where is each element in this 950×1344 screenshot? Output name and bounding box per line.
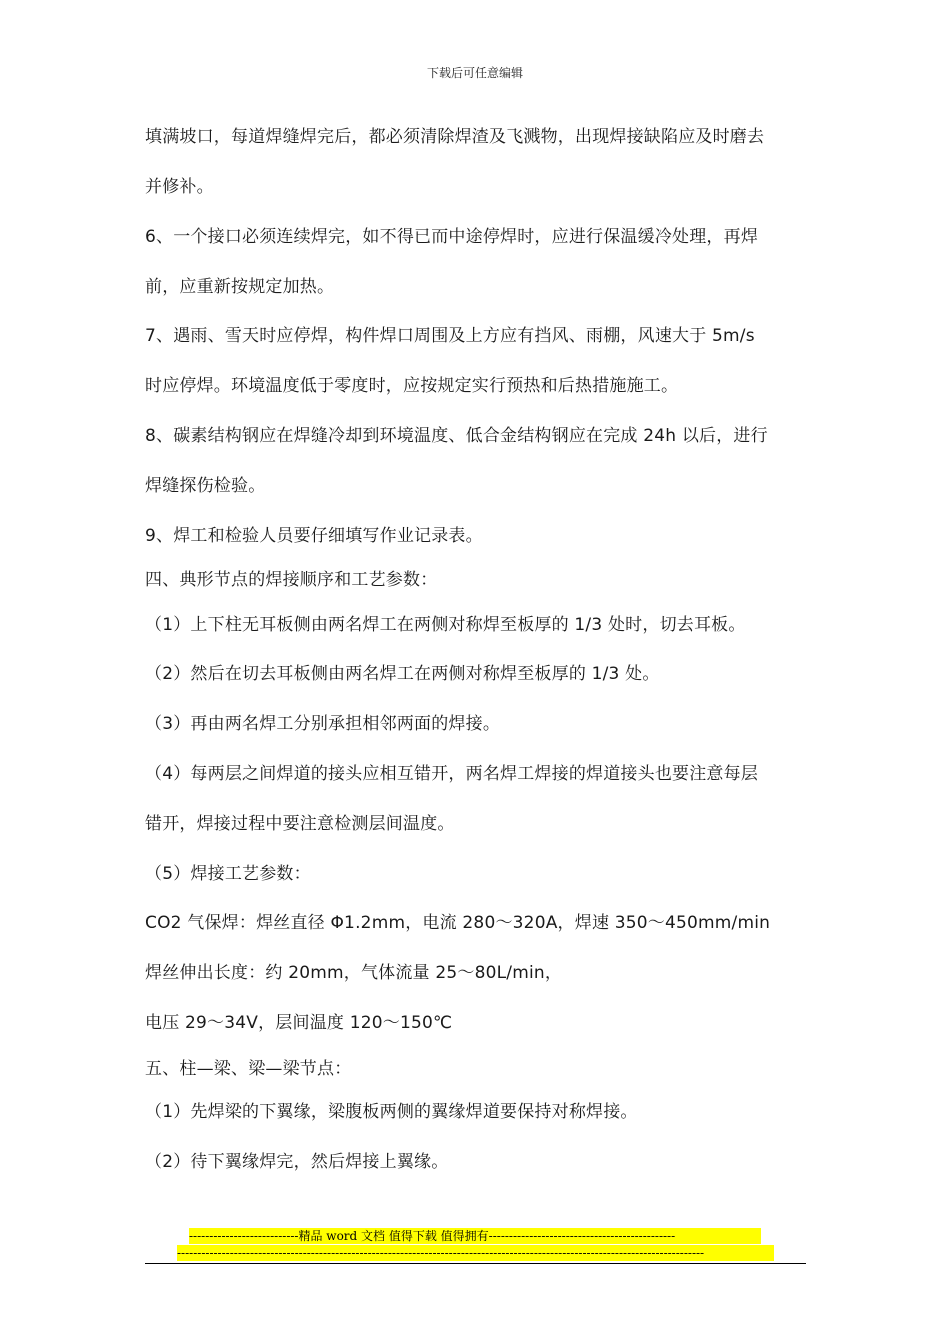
footer-highlight-line-2: ----------------------------------------------------------------------------------------------------------------------------------	[177, 1245, 774, 1261]
footer-highlight-line-1: ---------------------------精品 word 文档 值得下载 值得拥有----------------------------------------------	[189, 1228, 761, 1244]
page-header: 下载后可任意编辑	[426, 66, 523, 80]
paragraph-line: （3）再由两名焊工分别承担相邻两面的焊接。	[145, 714, 501, 734]
section-heading: 五、柱—梁、梁—梁节点：	[145, 1059, 352, 1079]
paragraph-line: 8、碳素结构钢应在焊缝冷却到环境温度、低合金结构钢应在完成 24h 以后，进行	[145, 426, 768, 446]
paragraph-line: 错开，焊接过程中要注意检测层间温度。	[145, 814, 455, 834]
paragraph-line: 9、焊工和检验人员要仔细填写作业记录表。	[145, 526, 483, 546]
paragraph-line: （1）先焊梁的下翼缘，梁腹板两侧的翼缘焊道要保持对称焊接。	[145, 1102, 638, 1122]
paragraph-line: 填满坡口，每道焊缝焊完后，都必须清除焊渣及飞溅物，出现焊接缺陷应及时磨去	[145, 127, 765, 147]
paragraph-line: 前，应重新按规定加热。	[145, 277, 335, 297]
paragraph-line: （4）每两层之间焊道的接头应相互错开，两名焊工焊接的焊道接头也要注意每层	[145, 764, 759, 784]
section-heading: 四、典形节点的焊接顺序和工艺参数：	[145, 570, 438, 590]
paragraph-line: 电压 29～34V，层间温度 120～150℃	[145, 1013, 453, 1033]
paragraph-line: 并修补。	[145, 177, 214, 197]
paragraph-line: （2）待下翼缘焊完，然后焊接上翼缘。	[145, 1152, 449, 1172]
paragraph-line: 7、遇雨、雪天时应停焊，构件焊口周围及上方应有挡风、雨棚，风速大于 5m/s	[145, 326, 755, 346]
paragraph-line: 6、一个接口必须连续焊完，如不得已而中途停焊时，应进行保温缓冷处理，再焊	[145, 227, 759, 247]
paragraph-line: 焊缝探伤检验。	[145, 476, 266, 496]
paragraph-line: 时应停焊。环境温度低于零度时，应按规定实行预热和后热措施施工。	[145, 376, 679, 396]
paragraph-line: （2）然后在切去耳板侧由两名焊工在两侧对称焊至板厚的 1/3 处。	[145, 664, 660, 684]
paragraph-line: 焊丝伸出长度：约 20mm，气体流量 25～80L/min，	[145, 963, 563, 983]
paragraph-line: CO2 气保焊：焊丝直径 Φ1.2mm，电流 280～320A，焊速 350～450mm/min	[145, 913, 771, 933]
paragraph-line: （1）上下柱无耳板侧由两名焊工在两侧对称焊至板厚的 1/3 处时，切去耳板。	[145, 615, 746, 635]
footer-rule	[145, 1263, 806, 1264]
paragraph-line: （5）焊接工艺参数：	[145, 864, 311, 884]
